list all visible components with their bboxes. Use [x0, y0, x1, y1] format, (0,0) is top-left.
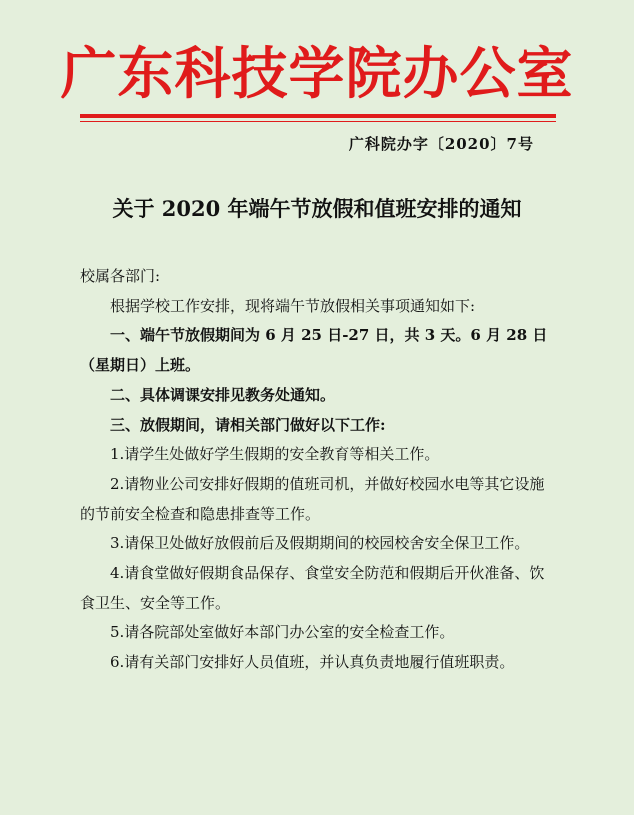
task-6: 6.请有关部门安排好人员值班，并认真负责地履行值班职责。 — [110, 653, 515, 672]
task-5: 5.请各院部处室做好本部门办公室的安全检查工作。 — [110, 623, 455, 642]
task-3: 3.请保卫处做好放假前后及假期期间的校园校舍安全保卫工作。 — [110, 534, 530, 553]
item-3: 三、放假期间，请相关部门做好以下工作: — [110, 415, 386, 434]
document-number: 广科院办字〔2020〕7号 — [348, 135, 534, 153]
salutation: 校属各部门: — [80, 267, 161, 285]
notice-body — [80, 262, 556, 678]
letterhead-title: 广东科技学院办公室 — [60, 42, 574, 107]
intro-paragraph: 根据学校工作安排，现将端午节放假相关事项通知如下: — [110, 296, 476, 315]
task-1: 1.请学生处做好学生假期的安全教育等相关工作。 — [110, 445, 440, 464]
item-1: 一、端午节放假期间为 6 月 25 日-27 日，共 3 天。6 月 28 日（星期日）上班。 — [80, 326, 548, 375]
letterhead-red-rule — [80, 114, 556, 118]
task-2: 2.请物业公司安排好假期的值班司机，并做好校园水电等其它设施的节前安全检查和隐患排查等工作。 — [80, 474, 545, 523]
task-4: 4.请食堂做好假期食品保存、食堂安全防范和假期后开伙准备、饮食卫生、安全等工作。 — [80, 564, 545, 612]
letterhead-red-rule-thin — [80, 121, 556, 122]
notice-title: 关于 2020 年端午节放假和值班安排的通知 — [112, 196, 522, 221]
item-2: 二、具体调课安排见教务处通知。 — [110, 385, 336, 404]
